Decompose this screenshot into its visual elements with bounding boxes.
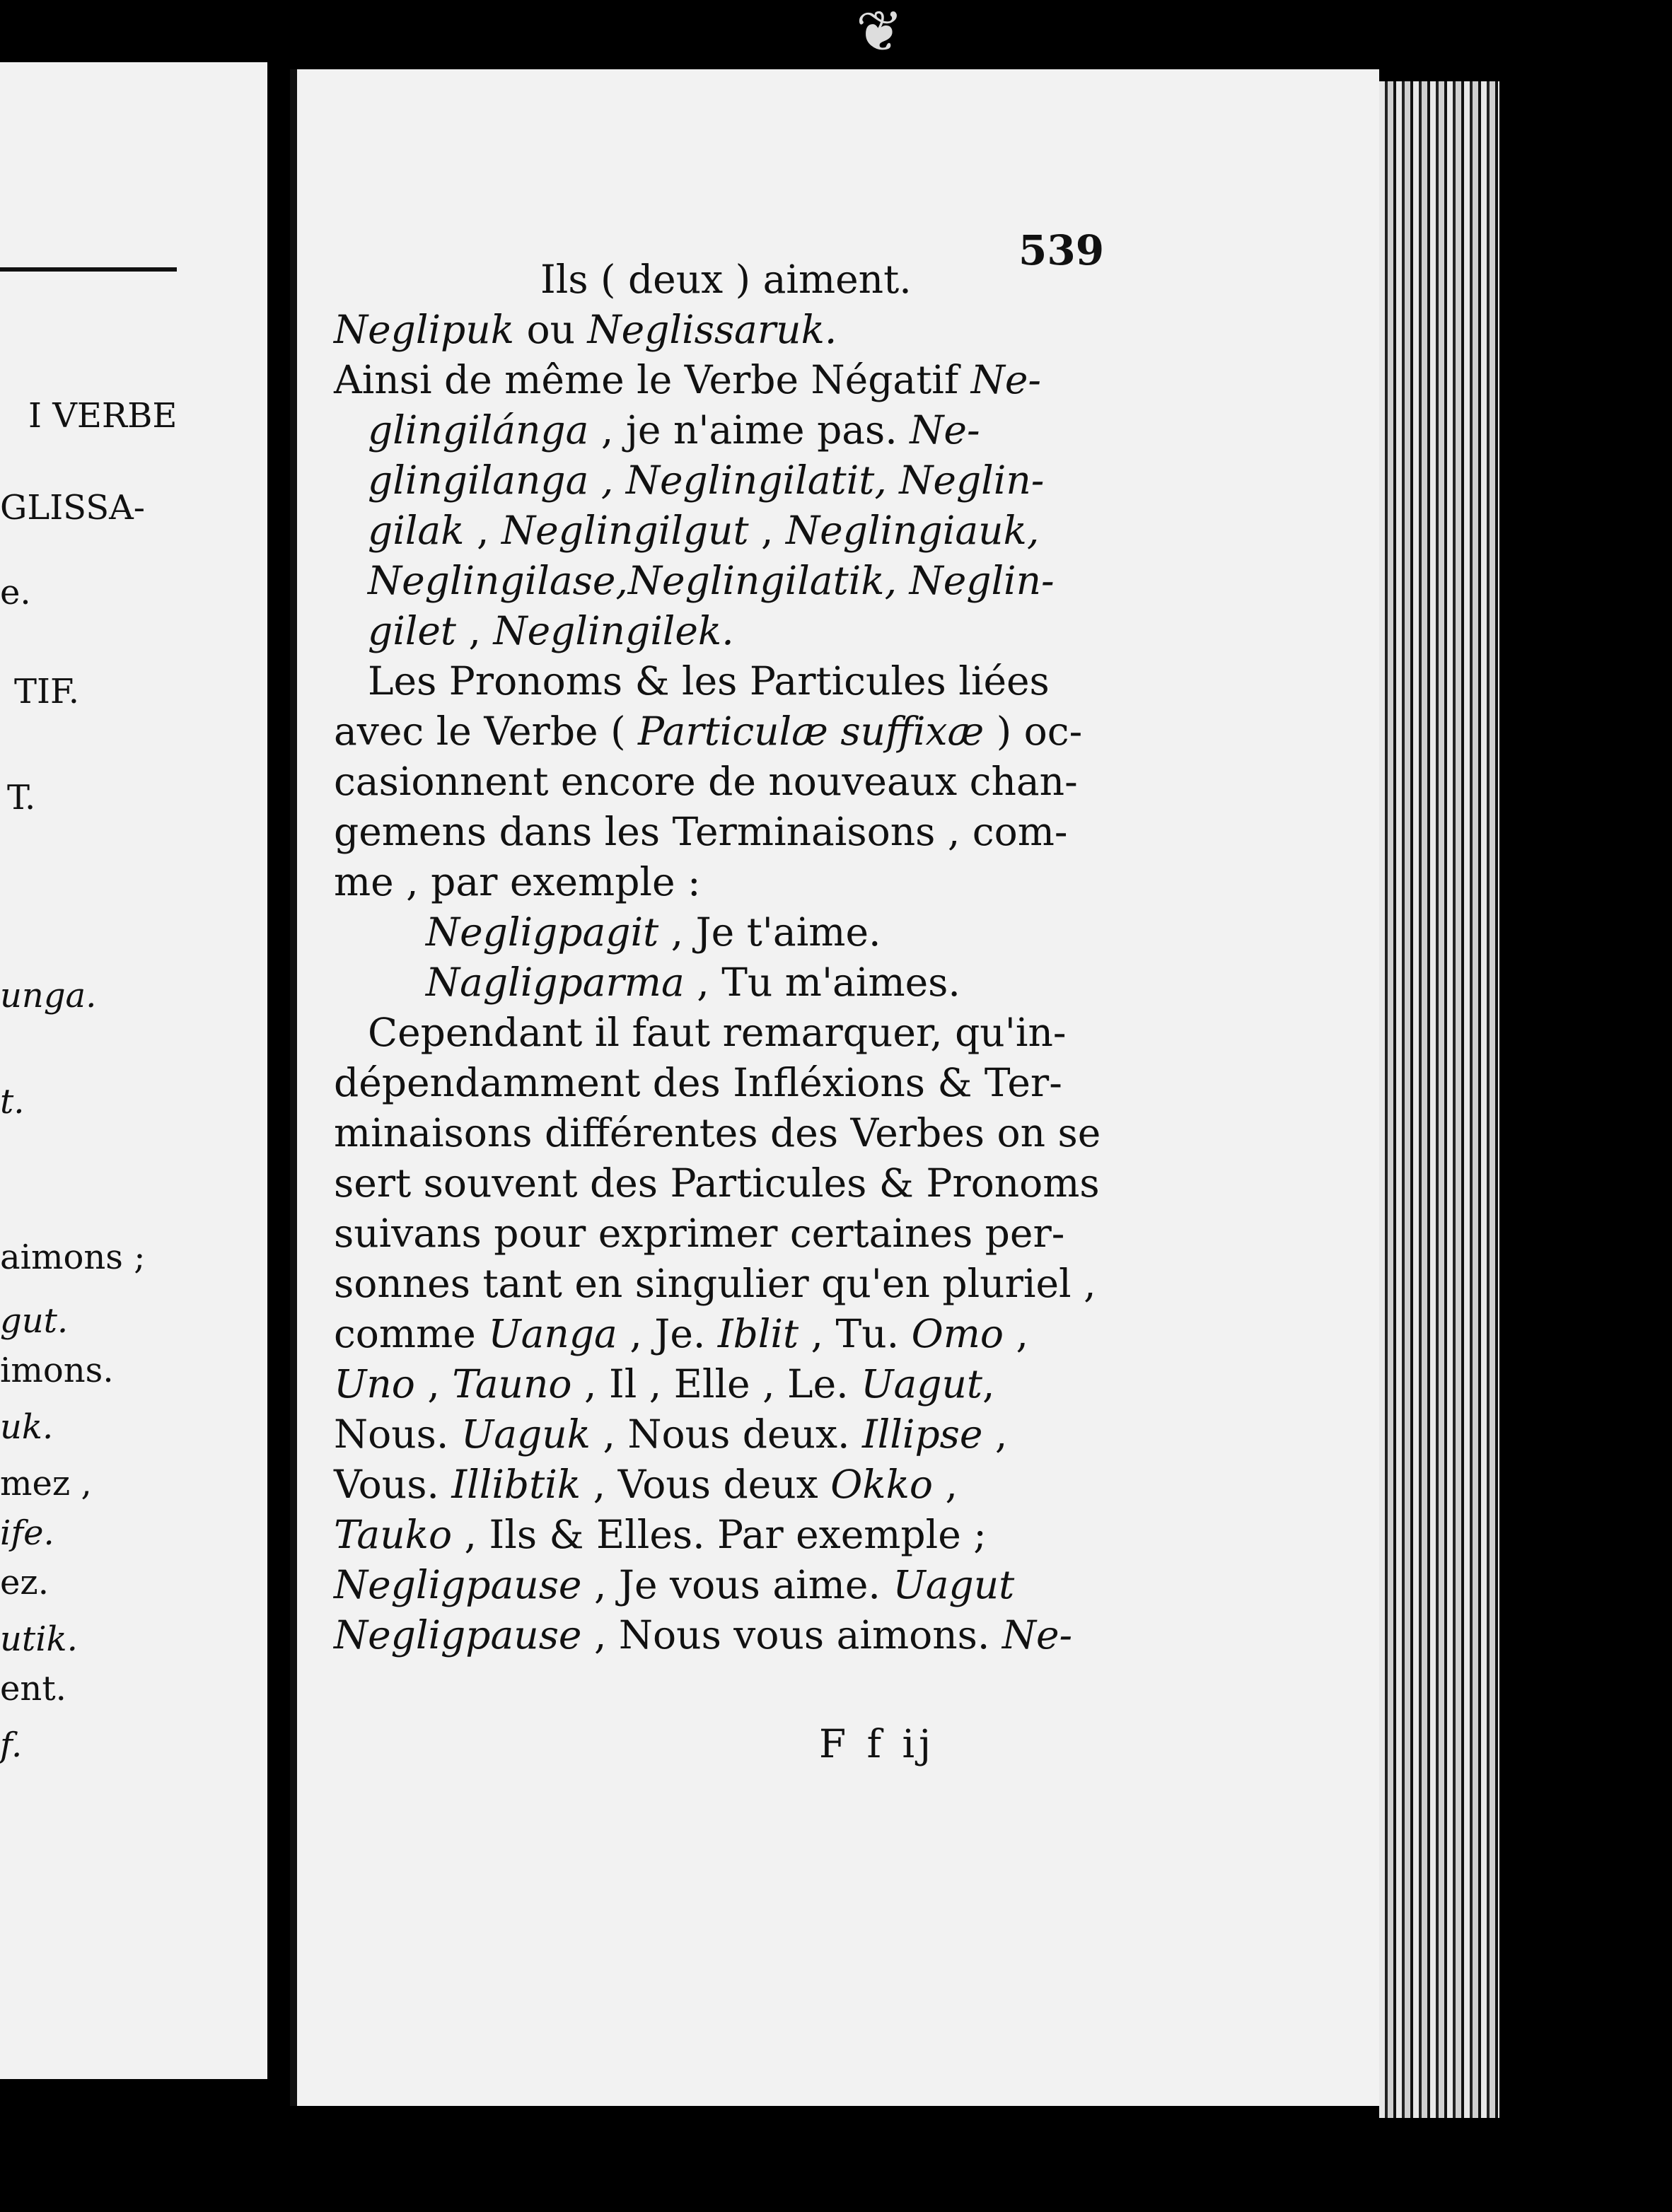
page-body-text (334, 255, 1112, 1660)
left-page-line: ez. (0, 1563, 49, 1602)
left-page-line: e. (0, 573, 31, 612)
book-page-edges (1379, 81, 1499, 2118)
left-page-line: TIF. (14, 672, 80, 711)
left-page (0, 62, 267, 2079)
text-line: glingilanga , Neglingilatit, Neglin- (368, 458, 1045, 503)
page-fold-mark: ❦ (856, 0, 904, 64)
text-line: suivans pour exprimer certaines per- (334, 1211, 1065, 1256)
text-line: Les Pronoms & les Particules liées (368, 658, 1050, 704)
left-page-line: imons. (0, 1351, 114, 1390)
signature-mark: F f ij (819, 1721, 936, 1766)
text-line: sert souvent des Particules & Pronoms (334, 1160, 1100, 1206)
left-page-rule (0, 267, 177, 272)
text-line: dépendamment des Infléxions & Ter- (334, 1060, 1062, 1105)
left-page-line: ife. (0, 1513, 54, 1553)
left-page-line: f. (0, 1725, 23, 1765)
text-line: Vous. Illibtik , Vous deux Okko , (334, 1462, 958, 1507)
text-line: gilet , Neglingilek. (368, 608, 734, 653)
left-page-line: t. (0, 1082, 25, 1122)
text-line: sonnes tant en singulier qu'en pluriel , (334, 1261, 1096, 1306)
left-page-line: uk. (0, 1407, 54, 1447)
text-line: Neglingilase,Neglingilatik, Neglin- (368, 558, 1055, 603)
text-line: Neglipuk ou Neglissaruk. (334, 307, 837, 352)
text-line: Negligpause , Je vous aime. Uagut (334, 1562, 1015, 1607)
text-line: gemens dans les Terminaisons , com- (334, 809, 1068, 854)
text-line: glingilánga , je n'aime pas. Ne- (368, 407, 980, 453)
left-page-line: I VERBE (28, 396, 178, 436)
text-line: Cependant il faut remarquer, qu'in- (368, 1010, 1067, 1055)
text-line: Uno , Tauno , Il , Elle , Le. Uagut, (334, 1361, 995, 1407)
left-page-line: gut. (0, 1301, 69, 1341)
left-page-line: ent. (0, 1669, 66, 1709)
text-line: Tauko , Ils & Elles. Par exemple ; (334, 1512, 987, 1557)
text-line: minaisons différentes des Verbes on se (334, 1110, 1101, 1156)
left-page-line: mez , (0, 1464, 92, 1503)
text-line: Ainsi de même le Verbe Négatif Ne- (334, 357, 1041, 402)
left-page-line: aimons ; (0, 1238, 146, 1277)
text-line: me , par exemple : (334, 859, 701, 904)
left-page-line: unga. (0, 976, 97, 1015)
left-page-line: T. (7, 778, 36, 817)
text-line: Ils ( deux ) aiment. (540, 257, 912, 302)
text-line: avec le Verbe ( Particulæ suffixæ ) oc- (334, 709, 1083, 754)
text-line: gilak , Neglingilgut , Neglingiauk, (368, 508, 1040, 553)
text-line: casionnent encore de nouveaux chan- (334, 759, 1078, 804)
left-page-line: utik. (0, 1619, 78, 1659)
right-page (290, 69, 1379, 2106)
text-line: comme Uanga , Je. Iblit , Tu. Omo , (334, 1311, 1028, 1356)
text-line: Negligpagit , Je t'aime. (426, 909, 881, 955)
text-line: Nagligparma , Tu m'aimes. (426, 960, 960, 1005)
text-line: Nous. Uaguk , Nous deux. Illipse , (334, 1411, 1008, 1457)
left-page-line: GLISSA- (0, 488, 145, 528)
page-number: 539 (1018, 226, 1105, 274)
text-line: Negligpause , Nous vous aimons. Ne- (334, 1612, 1073, 1658)
